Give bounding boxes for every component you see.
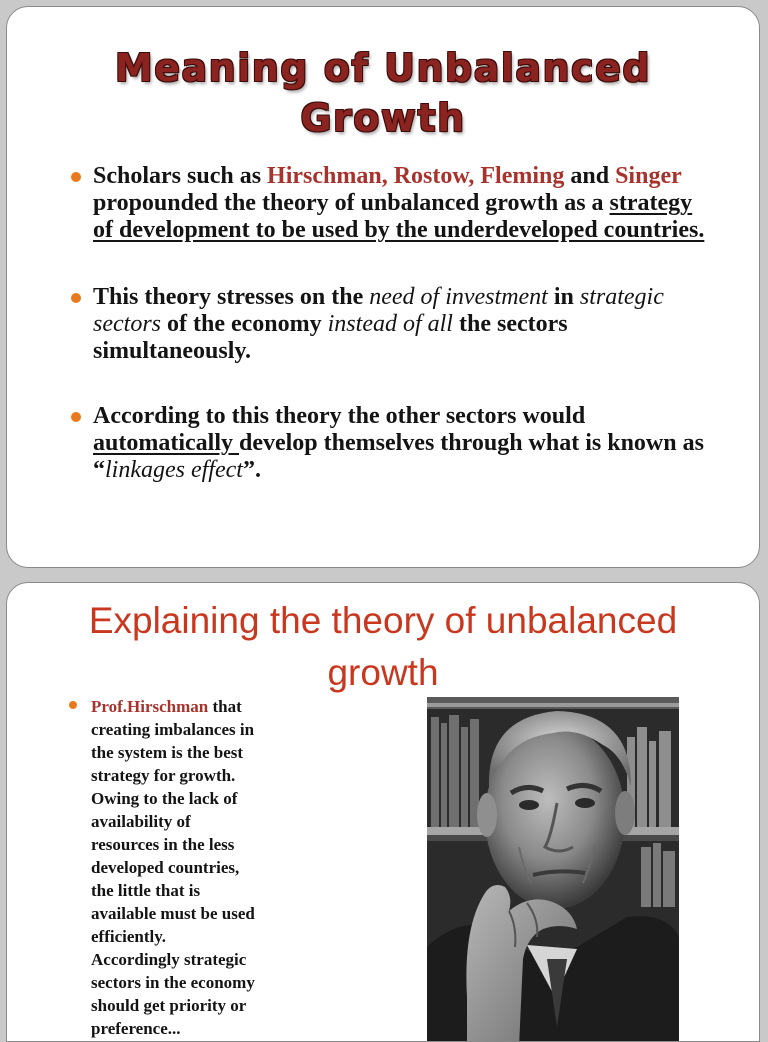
bullet-linkages: According to this theory the other sectors would automatically develop themselves through what is known as “linkages effect”.	[71, 403, 711, 484]
slide2-title	[7, 595, 759, 699]
underlined-strategy: strategy of development to be used by the underdeveloped countries.	[93, 190, 705, 243]
slide1-title	[7, 43, 759, 143]
scholar-name-singer: Singer	[615, 163, 682, 189]
bullet-hirschman: Prof.Hirschman that creating imbalances in the system is the best strategy for growth. Owing to the lack of availability of resources in the less developed countries, the little that is available must be used efficiently. Accordingly strategic sectors in the economy should get priority or preference...	[69, 695, 319, 1040]
slide2-title-line2: growth	[327, 652, 439, 693]
slide2-bullet-list	[69, 695, 319, 1040]
slide-explaining-theory	[6, 582, 760, 1042]
bullet-dot-icon	[71, 293, 81, 303]
bullet-investment: This theory stresses on the need of investment in strategic sectors of the economy instead of all the sectors simultaneously.	[71, 284, 711, 365]
portrait-image	[427, 697, 679, 1042]
underlined-automatically: automatically	[93, 430, 239, 456]
slide2-title-line1: Explaining the theory of unbalanced	[88, 600, 678, 641]
slide1-title-line1: Meaning of Unbalanced	[114, 46, 652, 90]
bullet-dot-icon	[71, 412, 81, 422]
bullet-dot-icon	[69, 701, 77, 709]
bullet-dot-icon	[71, 172, 81, 182]
name-prof-hirschman: Prof.Hirschman	[91, 697, 209, 716]
slide1-title-line2: Growth	[300, 96, 466, 140]
scholar-names: Hirschman, Rostow, Fleming	[267, 163, 565, 189]
portrait-photo	[427, 697, 679, 1042]
slide-meaning-of-unbalanced-growth	[6, 6, 760, 568]
bullet-scholars: Scholars such as Hirschman, Rostow, Fleming and Singer propounded the theory of unbalanced growth as a strategy of development to be used by the underdeveloped countries.	[71, 163, 711, 244]
slide1-bullet-list	[71, 163, 711, 524]
